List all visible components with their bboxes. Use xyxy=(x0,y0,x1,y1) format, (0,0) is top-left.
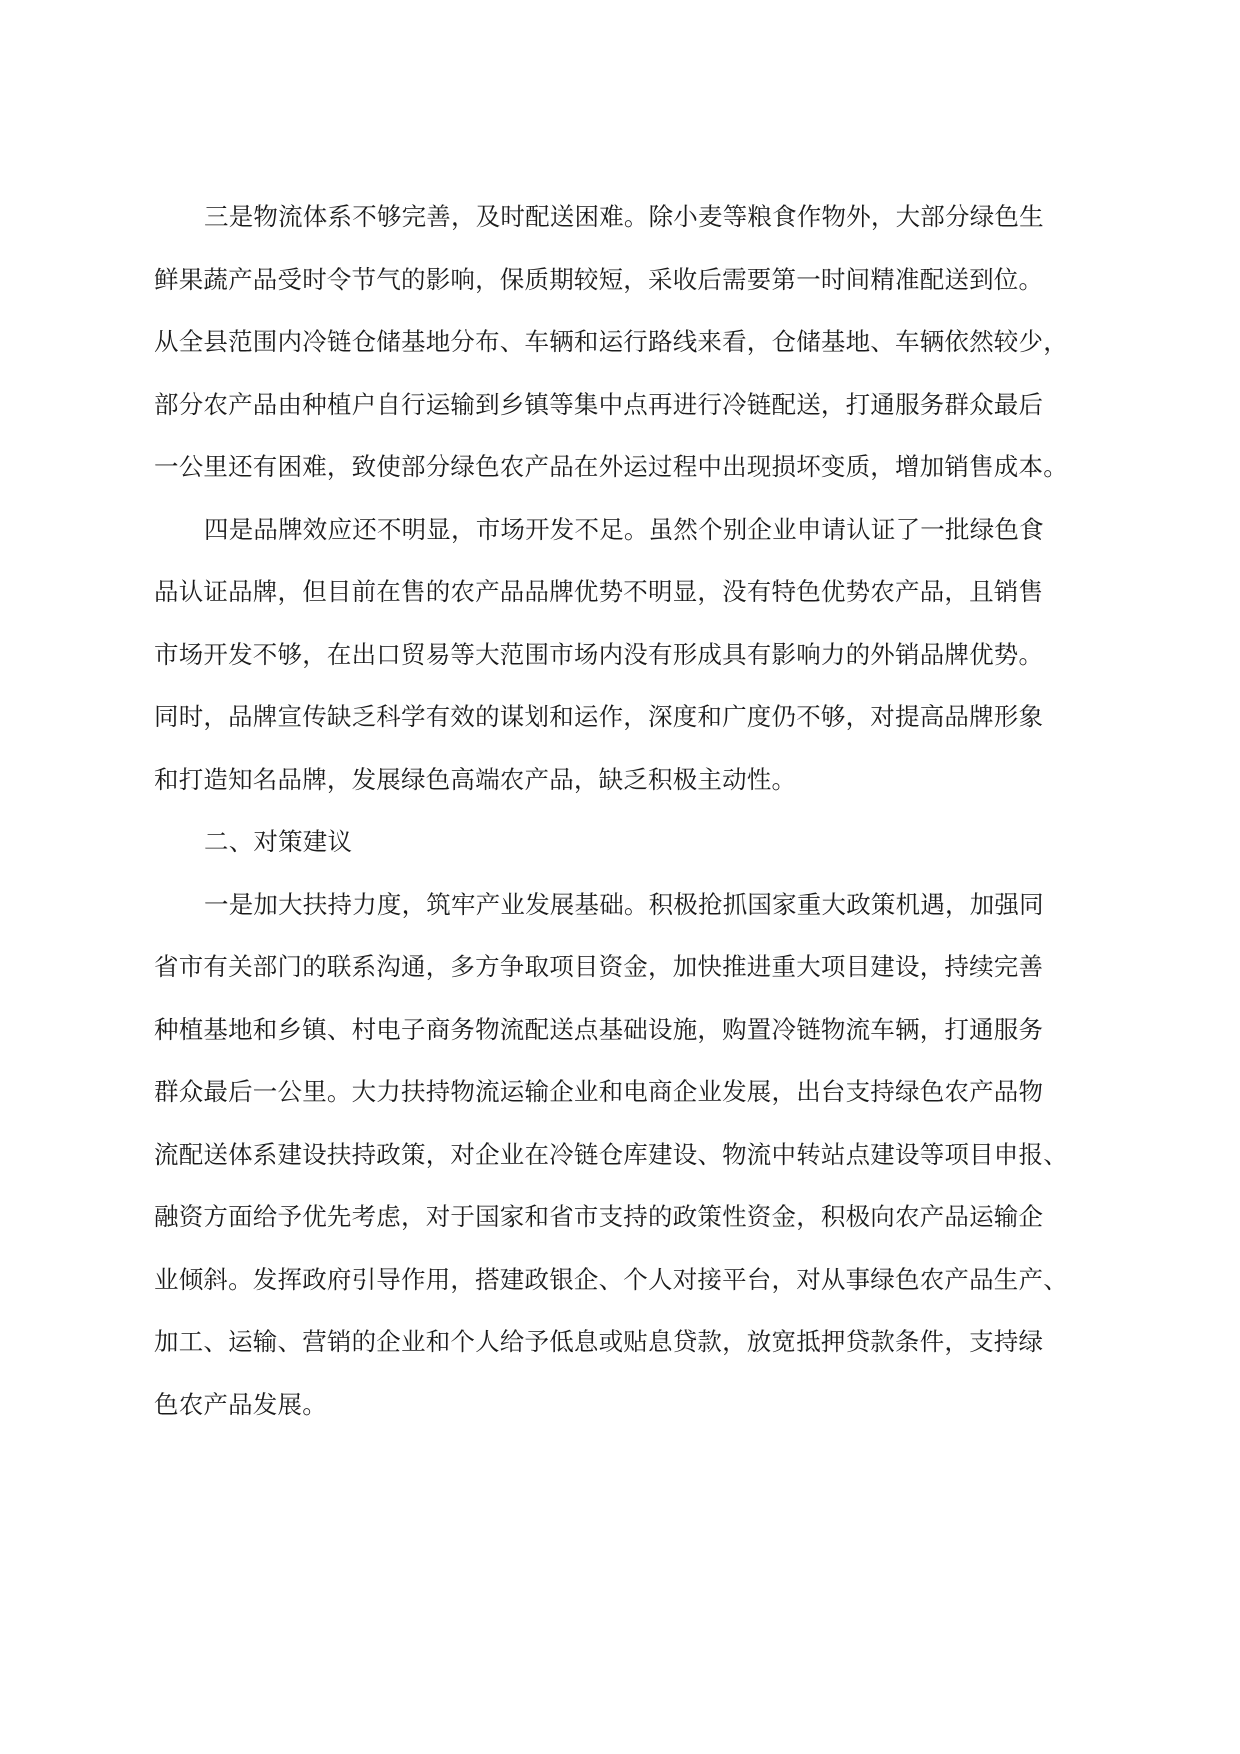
text-line: 流配送体系建设扶持政策，对企业在冷链仓库建设、物流中转站点建设等项目申报、 xyxy=(154,1139,1068,1169)
section-heading-text: 二、对策建议 xyxy=(204,827,353,856)
text-line: 省市有关部门的联系沟通，多方争取项目资金，加快推进重大项目建设，持续完善 xyxy=(154,952,1044,981)
text-line: 和打造知名品牌，发展绿色高端农产品，缺乏积极主动性。 xyxy=(154,764,797,794)
text-line: 市场开发不够，在出口贸易等大范围市场内没有形成具有影响力的外销品牌优势。 xyxy=(154,639,1044,669)
text-line: 品认证品牌，但目前在售的农产品品牌优势不明显，没有特色优势农产品，且销售 xyxy=(154,577,1044,606)
text-line: 业倾斜。发挥政府引导作用，搭建政银企、个人对接平台，对从事绿色农产品生产、 xyxy=(154,1264,1068,1294)
text-line: 四是品牌效应还不明显，市场开发不足。虽然个别企业申请认证了一批绿色食 xyxy=(204,514,1044,544)
text-line: 色农产品发展。 xyxy=(154,1389,327,1419)
section-heading xyxy=(154,811,1074,874)
text-line: 种植基地和乡镇、村电子商务物流配送点基础设施，购置冷链物流车辆，打通服务 xyxy=(154,1014,1044,1044)
text-line: 从全县范围内冷链仓储基地分布、车辆和运行路线来看，仓储基地、车辆依然较少， xyxy=(154,327,1068,356)
text-line: 部分农产品由种植户自行运输到乡镇等集中点再进行冷链配送，打通服务群众最后 xyxy=(154,389,1044,419)
text-line: 同时，品牌宣传缺乏科学有效的谋划和运作，深度和广度仍不够，对提高品牌形象 xyxy=(154,702,1044,731)
paragraph-logistics xyxy=(154,186,1074,499)
paragraph-support xyxy=(154,874,1074,1437)
text-line: 一是加大扶持力度，筑牢产业发展基础。积极抢抓国家重大政策机遇，加强同 xyxy=(204,889,1044,919)
text-line: 加工、运输、营销的企业和个人给予低息或贴息贷款，放宽抵押贷款条件，支持绿 xyxy=(154,1327,1044,1356)
text-line: 一公里还有困难，致使部分绿色农产品在外运过程中出现损坏变质，增加销售成本。 xyxy=(154,452,1068,481)
text-line: 三是物流体系不够完善，及时配送困难。除小麦等粮食作物外，大部分绿色生 xyxy=(204,202,1044,231)
document-body xyxy=(154,186,1074,1436)
text-line: 鲜果蔬产品受时令节气的影响，保质期较短，采收后需要第一时间精准配送到位。 xyxy=(154,264,1044,294)
text-line: 融资方面给予优先考虑，对于国家和省市支持的政策性资金，积极向农产品运输企 xyxy=(154,1202,1044,1231)
text-line: 群众最后一公里。大力扶持物流运输企业和电商企业发展，出台支持绿色农产品物 xyxy=(154,1077,1044,1106)
paragraph-brand xyxy=(154,499,1074,812)
